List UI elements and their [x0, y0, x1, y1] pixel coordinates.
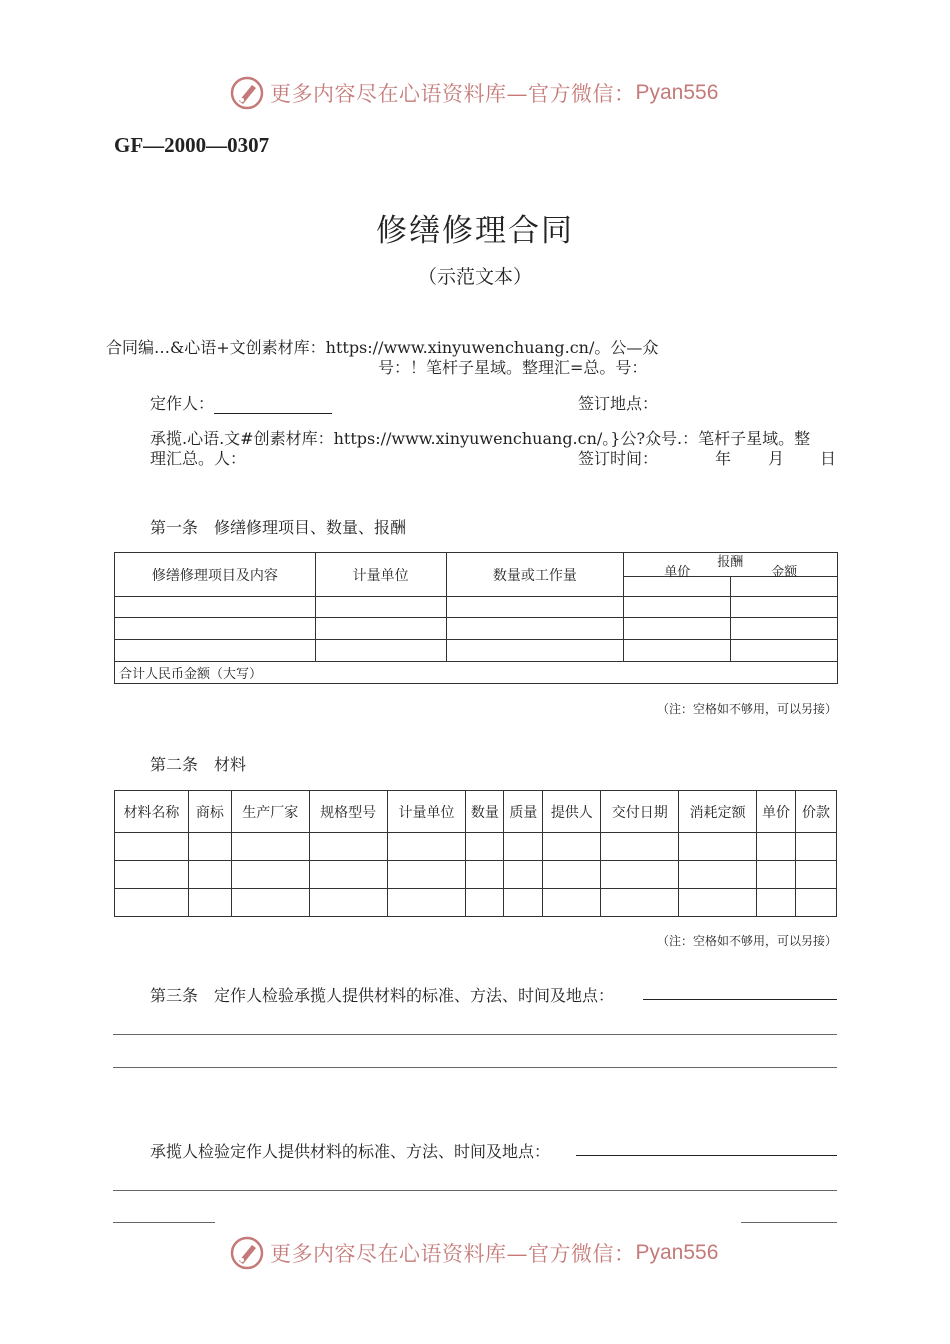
page-title: 修缮修理合同 [376, 213, 574, 249]
header-quality: 质量 [504, 791, 543, 833]
date-day: 日 [820, 449, 837, 468]
contract-number-line-2: 号：！笔杆子星域。整理汇=总。号： [378, 358, 648, 377]
total-amount-label[interactable]: 合计人民币金额（大写） [115, 662, 838, 684]
article-3-answer-blank[interactable] [643, 999, 837, 1000]
watermark-banner-bottom [230, 1233, 718, 1273]
footer-line-left [113, 1222, 215, 1223]
header-brand: 商标 [188, 791, 231, 833]
article-3-heading: 第三条 定作人检验承揽人提供材料的标准、方法、时间及地点： [150, 986, 615, 1005]
answer-line[interactable] [113, 1190, 837, 1191]
article-2-table [114, 790, 837, 917]
orderer-blank[interactable] [214, 397, 332, 414]
header-amount: 金额 [771, 565, 798, 580]
table-row [115, 833, 837, 861]
banner-text: 更多内容尽在心语资料库—官方微信： [270, 1242, 636, 1266]
pen-logo-icon [230, 76, 264, 110]
header-provider: 提供人 [543, 791, 601, 833]
header-quantity: 数量 [466, 791, 504, 833]
banner-account: Pyan556 [635, 1241, 719, 1264]
header-payment: 价款 [795, 791, 836, 833]
date-year: 年 [715, 449, 732, 468]
banner-text: 更多内容尽在心语资料库—官方微信： [270, 82, 636, 106]
contractor-line: 承揽.心语.文#创素材库：https://www.xinyuwenchuang.cn/。}公?众号.：笔杆子星域。整 [150, 429, 811, 448]
header-material-name: 材料名称 [115, 791, 189, 833]
header-spec: 规格型号 [309, 791, 387, 833]
pen-logo-icon [230, 1236, 264, 1270]
article-1-heading: 第一条 修缮修理项目、数量、报酬 [150, 518, 407, 537]
header-unit: 计量单位 [315, 553, 446, 597]
sign-place-label: 签订地点： [578, 394, 659, 413]
orderer-label: 定作人： [150, 394, 215, 413]
contractor-inspection-blank[interactable] [576, 1155, 837, 1156]
orderer-field [150, 391, 332, 414]
article-1-table [114, 552, 838, 684]
table-row [115, 640, 838, 662]
answer-line[interactable] [113, 1034, 837, 1035]
article-2-heading: 第二条 材料 [150, 755, 247, 774]
article-2-note: （注：空格如不够用，可以另接） [656, 934, 837, 948]
contract-number-line: 合同编…&心语+文创素材库：https://www.xinyuwenchuang.cn/。公—众 [106, 338, 659, 357]
footer-line-right [741, 1222, 837, 1223]
header-manufacturer: 生产厂家 [231, 791, 309, 833]
table-row [115, 618, 838, 640]
header-pay-group [624, 553, 838, 580]
contractor-inspection-label: 承揽人检验定作人提供材料的标准、方法、时间及地点： [150, 1142, 551, 1161]
header-pay: 报酬 [717, 555, 744, 570]
answer-line[interactable] [113, 1067, 837, 1068]
table-row [115, 861, 837, 889]
contractor-line-2: 理汇总。人： [150, 449, 247, 468]
sign-time-label: 签订时间： [578, 449, 659, 468]
header-item: 修缮修理项目及内容 [115, 553, 316, 597]
header-consumption-quota: 消耗定额 [679, 791, 757, 833]
table-row [115, 597, 838, 618]
article-1-note: （注：空格如不够用，可以另接） [656, 702, 837, 716]
page-subtitle: （示范文本） [417, 266, 532, 288]
header-price: 单价 [664, 565, 691, 580]
header-unit-price: 单价 [757, 791, 796, 833]
header-unit: 计量单位 [387, 791, 466, 833]
banner-account: Pyan556 [635, 81, 719, 104]
watermark-banner-top [230, 73, 718, 113]
date-month: 月 [768, 449, 785, 468]
header-delivery-date: 交付日期 [601, 791, 679, 833]
header-quantity: 数量或工作量 [446, 553, 624, 597]
document-code: GF—2000—0307 [114, 133, 270, 157]
table-row [115, 889, 837, 917]
